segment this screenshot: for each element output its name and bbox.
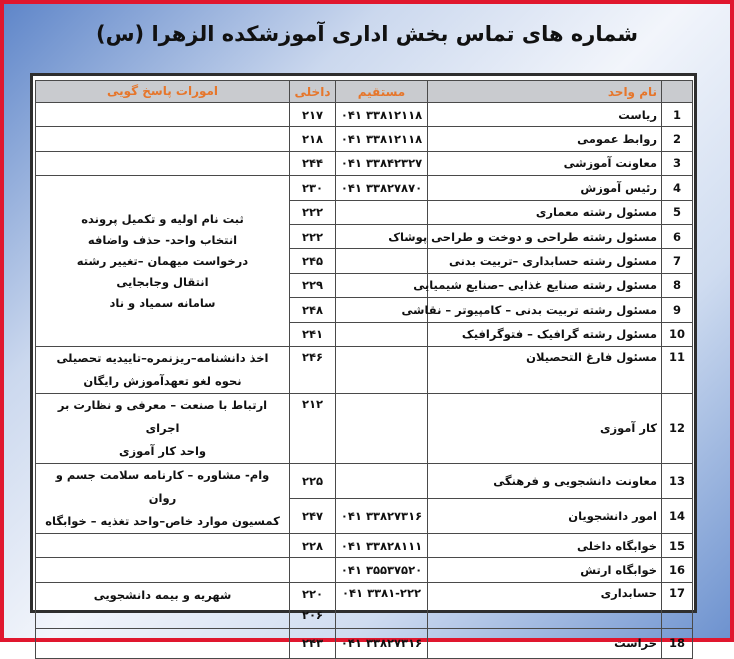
unit-name: خوابگاه داخلی xyxy=(428,533,662,557)
row-number: 1 xyxy=(662,103,693,127)
responsibility-cell xyxy=(36,103,290,127)
responsibility-accounting xyxy=(36,582,290,628)
unit-name: مسئول رشته حسابداری –تربیت بدنی xyxy=(428,249,662,273)
table-row xyxy=(36,151,693,175)
table-row xyxy=(36,533,693,557)
row-number: 15 xyxy=(662,533,693,557)
responsibility-internship xyxy=(36,393,290,463)
extension: ۲۲۹ xyxy=(290,273,336,297)
extension: ۲۲۸ xyxy=(290,533,336,557)
header-unit: نام واحد xyxy=(428,81,662,103)
extension: ۲۴۸ xyxy=(290,298,336,322)
row-number: 13 xyxy=(662,463,693,498)
direct-number: ۰۴۱ ۳۵۵۳۷۵۲۰ xyxy=(336,558,428,582)
responsibility-cell xyxy=(36,127,290,151)
responsibility-line: نحوه لغو تعهدآموزش رایگان xyxy=(83,373,242,388)
row-number: 16 xyxy=(662,558,693,582)
row-number: 5 xyxy=(662,200,693,224)
extension: ۲۴۷ xyxy=(290,498,336,533)
row-number: 7 xyxy=(662,249,693,273)
extension xyxy=(290,582,336,628)
row-number: 6 xyxy=(662,224,693,248)
unit-name: رئیس آموزش xyxy=(428,176,662,200)
direct-number: ۰۴۱ ۳۳۸۱۲۱۱۸ xyxy=(336,103,428,127)
unit-name: ریاست xyxy=(428,103,662,127)
responsibility-line: انتقال وجابجایی xyxy=(116,274,209,289)
extension: ۲۲۵ xyxy=(290,463,336,498)
extension-line: ۲۰۶ xyxy=(301,608,324,623)
direct-number: ۰۴۱ ۳۳۸۲۷۳۱۶ xyxy=(336,628,428,658)
row-number: 8 xyxy=(662,273,693,297)
responsibility-line: ثبت نام اولیه و تکمیل پرونده xyxy=(81,211,244,226)
header-direct: مستقیم xyxy=(336,81,428,103)
unit-name: مسئول رشته معماری xyxy=(428,200,662,224)
unit-name: کار آموزی xyxy=(428,393,662,463)
extension: ۲۱۷ xyxy=(290,103,336,127)
unit-name: مسئول فارغ التحصیلان xyxy=(428,346,662,393)
direct-number xyxy=(336,346,428,393)
direct-number: ۰۴۱ ۳۳۸۱-۲۲۲ xyxy=(336,582,428,628)
responsibility-line: وام- مشاوره – کارنامه سلامت جسم و روان xyxy=(55,467,270,505)
direct-number: ۰۴۱ ۳۳۸۲۷۸۷۰ xyxy=(336,176,428,200)
extension: ۲۴۴ xyxy=(290,151,336,175)
direct-number xyxy=(336,463,428,498)
table-header-row xyxy=(36,81,693,103)
extension: ۲۲۲ xyxy=(290,200,336,224)
unit-name: مسئول رشته طراحی و دوخت و طراحی پوشاک xyxy=(428,224,662,248)
table-row xyxy=(36,558,693,582)
responsibility-line: ارتباط با صنعت – معرفی و نظارت بر اجرای xyxy=(57,397,268,435)
row-number: 18 xyxy=(662,628,693,658)
responsibility-cell xyxy=(36,628,290,658)
unit-name: امور دانشجویان xyxy=(428,498,662,533)
extension xyxy=(290,558,336,582)
responsibility-line: واحد کار آموزی xyxy=(118,443,207,458)
header-responsibilities: امورات پاسخ گویی xyxy=(36,81,290,103)
extension-line: ۲۲۰ xyxy=(301,587,324,602)
extension: ۲۱۲ xyxy=(290,393,336,463)
unit-name: روابط عمومی xyxy=(428,127,662,151)
responsibility-line: درخواست میهمان –تغییر رشته xyxy=(76,253,249,268)
row-number: 9 xyxy=(662,298,693,322)
row-number: 17 xyxy=(662,582,693,628)
unit-name: معاونت دانشجویی و فرهنگی xyxy=(428,463,662,498)
responsibility-line: سامانه سمیاد و ناد xyxy=(109,295,216,310)
responsibility-line: شهریه و بیمه دانشجویی xyxy=(93,587,232,602)
table-row xyxy=(36,393,693,463)
row-number: 2 xyxy=(662,127,693,151)
unit-name: مسئول رشته صنایع غذایی –صنایع شیمیایی xyxy=(428,273,662,297)
extension: ۲۴۵ xyxy=(290,249,336,273)
unit-name: معاونت آموزشی xyxy=(428,151,662,175)
responsibility-line: اخذ دانشنامه–ریزنمره–تاییدیه تحصیلی xyxy=(56,350,269,365)
direct-number xyxy=(336,200,428,224)
responsibility-education-group xyxy=(36,176,290,347)
table-row xyxy=(36,176,693,200)
row-number: 14 xyxy=(662,498,693,533)
row-number: 3 xyxy=(662,151,693,175)
table-row xyxy=(36,346,693,393)
extension: ۲۴۶ xyxy=(290,346,336,393)
direct-number xyxy=(336,322,428,346)
direct-number: ۰۴۱ ۳۳۸۲۸۱۱۱ xyxy=(336,533,428,557)
table-row xyxy=(36,628,693,658)
table-row xyxy=(36,463,693,498)
row-number: 11 xyxy=(662,346,693,393)
responsibility-cell xyxy=(36,533,290,557)
row-number: 10 xyxy=(662,322,693,346)
unit-name: حراست xyxy=(428,628,662,658)
unit-name: خوابگاه ارتش xyxy=(428,558,662,582)
responsibility-line: انتخاب واحد- حذف واضافه xyxy=(87,232,238,247)
extension: ۲۲۲ xyxy=(290,224,336,248)
responsibility-graduates xyxy=(36,346,290,393)
extension: ۲۱۸ xyxy=(290,127,336,151)
unit-name: مسئول رشته گرافیک – فتوگرافیک xyxy=(428,322,662,346)
direct-number xyxy=(336,249,428,273)
responsibility-line: کمسیون موارد خاص–واحد تغذیه – خوابگاه xyxy=(45,513,280,528)
row-number: 4 xyxy=(662,176,693,200)
table-row xyxy=(36,103,693,127)
direct-number: ۰۴۱ ۳۳۸۱۲۱۱۸ xyxy=(336,127,428,151)
table-row xyxy=(36,127,693,151)
direct-number: ۰۴۱ ۳۳۸۴۲۳۲۷ xyxy=(336,151,428,175)
extension: ۲۳۰ xyxy=(290,176,336,200)
responsibility-cell xyxy=(36,558,290,582)
page-title: شماره های تماس بخش اداری آموزشکده الزهرا (س) xyxy=(95,22,638,46)
extension: ۲۴۳ xyxy=(290,628,336,658)
contact-table xyxy=(35,80,693,659)
unit-name: مسئول رشته تربیت بدنی – کامپیوتر – نقاشی xyxy=(428,298,662,322)
header-num xyxy=(662,81,693,103)
direct-number xyxy=(336,393,428,463)
responsibility-cell xyxy=(36,151,290,175)
header-extension: داخلی xyxy=(290,81,336,103)
table-row xyxy=(36,582,693,628)
responsibility-student-affairs xyxy=(36,463,290,533)
row-number: 12 xyxy=(662,393,693,463)
unit-name: حسابداری xyxy=(428,582,662,628)
contact-table-board xyxy=(30,73,697,651)
extension: ۲۴۱ xyxy=(290,322,336,346)
direct-number: ۰۴۱ ۳۳۸۲۷۳۱۶ xyxy=(336,498,428,533)
